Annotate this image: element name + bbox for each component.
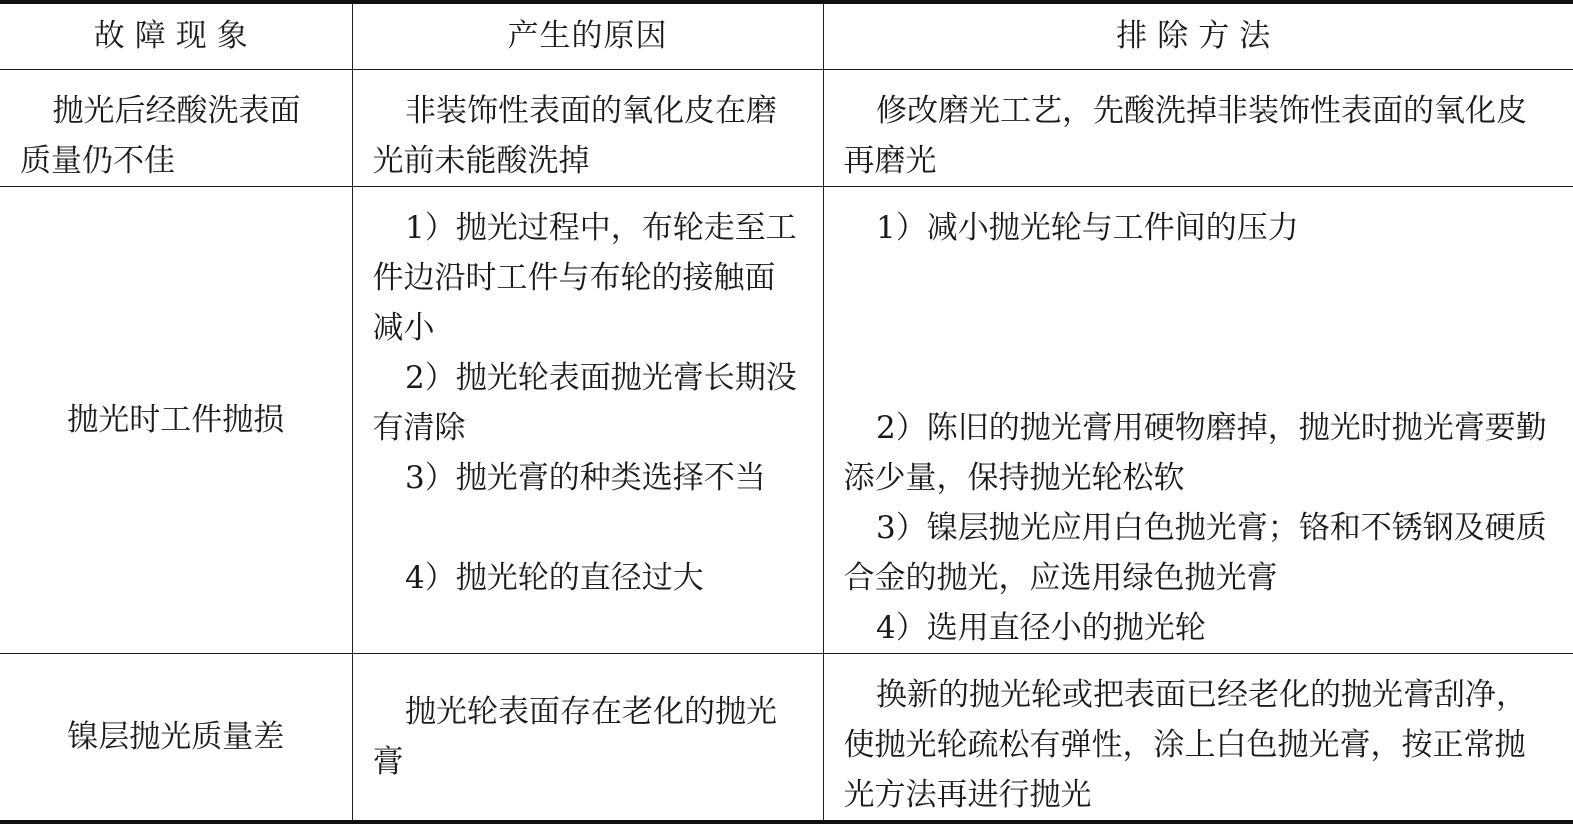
symptom-cell: 抛光时工件抛损 — [0, 186, 352, 653]
remedy-item: 4）选用直径小的抛光轮 — [876, 609, 1206, 646]
remedy-item: 3）镍层抛光应用白色抛光膏；铬和不锈钢及硬质合金的抛光，应选用绿色抛光膏 — [843, 509, 1547, 596]
header-cause: 产生的原因 — [352, 2, 823, 69]
table-row — [0, 69, 1573, 186]
symptom-cell: 镍层抛光质量差 — [0, 653, 352, 822]
spacer — [373, 503, 803, 553]
cause-cell: 非装饰性表面的氧化皮在磨光前未能酸洗掉 — [352, 69, 823, 186]
symptom-cell: 抛光后经酸洗表面质量仍不佳 — [0, 69, 352, 186]
header-symptom: 故障现象 — [0, 2, 352, 69]
table-row — [0, 186, 1573, 653]
cause-cell — [352, 186, 823, 653]
cause-item: 3）抛光膏的种类选择不当 — [405, 459, 766, 496]
cause-item: 1）抛光过程中，布轮走至工件边沿时工件与布轮的接触面减小 — [372, 209, 797, 346]
cause-item: 4）抛光轮的直径过大 — [405, 559, 704, 596]
header-remedy: 排除方法 — [823, 2, 1573, 69]
remedy-item: 1）减小抛光轮与工件间的压力 — [876, 209, 1299, 246]
remedy-item: 2）陈旧的抛光膏用硬物磨掉，抛光时抛光膏要勤添少量，保持抛光轮松软 — [843, 409, 1547, 496]
remedy-cell: 修改磨光工艺，先酸洗掉非装饰性表面的氧化皮再磨光 — [823, 69, 1573, 186]
cause-cell: 抛光轮表面存在老化的抛光膏 — [352, 653, 823, 822]
remedy-cell — [823, 186, 1573, 653]
cause-item: 2）抛光轮表面抛光膏长期没有清除 — [372, 359, 797, 446]
table-row — [0, 653, 1573, 822]
spacer — [844, 253, 1554, 403]
remedy-cell: 换新的抛光轮或把表面已经老化的抛光膏刮净，使抛光轮疏松有弹性，涂上白色抛光膏，按正常抛光方法再进行抛光 — [823, 653, 1573, 822]
header-row — [0, 2, 1573, 69]
